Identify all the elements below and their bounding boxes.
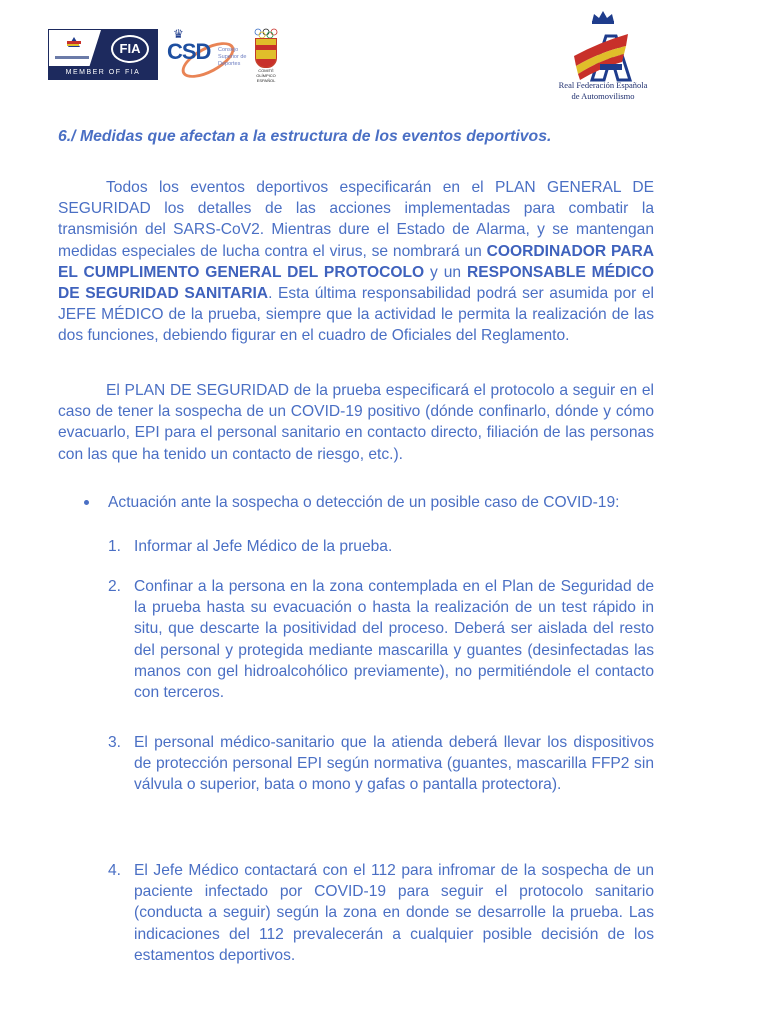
coe-caption xyxy=(250,68,282,83)
item-number: 2. xyxy=(108,578,122,595)
fia-member-caption: MEMBER OF FIA xyxy=(65,69,141,76)
item-number: 1. xyxy=(108,538,122,555)
coe-caption-line: ESPAÑOL xyxy=(256,78,276,83)
rfea-logo xyxy=(548,10,658,105)
csd-caption-line: Deportes xyxy=(218,61,241,67)
csd-caption-line: Consejo xyxy=(218,47,239,53)
olympic-rings-icon xyxy=(254,28,278,38)
rfea-name xyxy=(548,80,658,102)
spain-shield-icon xyxy=(255,38,277,68)
item-text: Confinar a la persona en la zona contemplada en el Plan de Seguridad de la prueba hasta su evacuación o hasta la realización de un test rápido in situ, que descarte la positividad del proceso. Deberá ser aislada del resto del personal y protegida mediante mascarilla y guantes (desinfectadas las manos con gel hidroalcohólico previamente), no permitiéndole el contacto con terceros. xyxy=(134,578,654,702)
royal-crown-icon xyxy=(590,10,616,24)
paragraph-text: y un xyxy=(424,263,468,281)
bullet-text: Actuación ante la sospecha o detección de un posible caso de COVID-19: xyxy=(108,494,620,511)
section-title: 6./ Medidas que afectan a la estructura de los eventos deportivos. xyxy=(58,128,552,145)
rfea-a-flag-icon xyxy=(570,26,634,84)
paragraph-text: . Esta última responsabilidad podrá ser asumida por el JEFE MÉDICO de la prueba, siempre que la actividad le permita la realización de las dos funciones, debiendo figurar en el cuadro de Oficiales del Reglamento. xyxy=(58,285,654,345)
coe-logo xyxy=(250,28,282,82)
paragraph-safety-plan: El PLAN DE SEGURIDAD de la prueba especificará el protocolo a seguir en el caso de tener la sospecha de un COVID-19 positivo (dónde confinarlo, dónde y cómo evacuarlo, EPI para el personal sanitario en contacto directo, filiación de las personas con las que ha tenido un contacto de riesgo, etc.). xyxy=(58,382,654,463)
crown-icon: ♛ xyxy=(173,27,184,41)
rfea-name-line: de Automovilismo xyxy=(571,91,635,101)
rfea-mini-caption xyxy=(55,56,89,59)
rfea-name-line: Real Federación Española xyxy=(558,80,648,90)
item-number: 4. xyxy=(108,862,122,879)
coe-caption-line: COMITÉ OLÍMPICO xyxy=(256,68,276,78)
bold-term-medical-responsible: RESPONSABLE MÉDICO DE SEGURIDAD SANITARIA xyxy=(58,263,655,303)
fia-member-badge-logo xyxy=(48,29,158,80)
csd-caption xyxy=(218,47,248,68)
csd-logo xyxy=(165,27,245,83)
item-text: Informar al Jefe Médico de la prueba. xyxy=(134,538,393,555)
item-text: El Jefe Médico contactará con el 112 para infromar de la sospecha de un paciente infectado por COVID-19 para seguir el protocolo sanitario (conducta a seguir) según la zona en donde se desarrolle la prueba. Las indicaciones del 112 prevalecerán a cualquier posible decisión de los estamentos deportivos. xyxy=(134,862,654,964)
rfea-mini-icon xyxy=(65,35,83,53)
csd-caption-line: Superior de xyxy=(218,54,247,60)
item-number: 3. xyxy=(108,734,122,751)
fia-logo: FIA xyxy=(111,35,149,63)
rfea-mini-logo xyxy=(49,30,101,66)
bold-term-coordinator: COORDINADOR PARA EL CUMPLIMENTO GENERAL DEL PROTOCOLO xyxy=(58,242,654,281)
paragraph-text: Todos los eventos deportivos especificarán en el PLAN GENERAL DE SEGURIDAD los detalles de las acciones implementadas para combatir la transmisión del SARS-CoV2. Mientras dure el Estado de Alarma, y se mantengan medidas especiales de lucha contra el virus, se nombrará un xyxy=(58,179,654,260)
bullet-icon xyxy=(84,500,89,505)
item-text: El personal médico-sanitario que la atienda deberá llevar los dispositivos de protección personal EPI según normativa (guantes, mascarilla FFP2 sin válvula o superior, bata o mono y gafas o pantalla protectora). xyxy=(134,734,654,794)
csd-mark: CSD xyxy=(167,39,211,64)
document-header xyxy=(0,0,763,110)
paragraph-coordinator xyxy=(58,177,654,347)
